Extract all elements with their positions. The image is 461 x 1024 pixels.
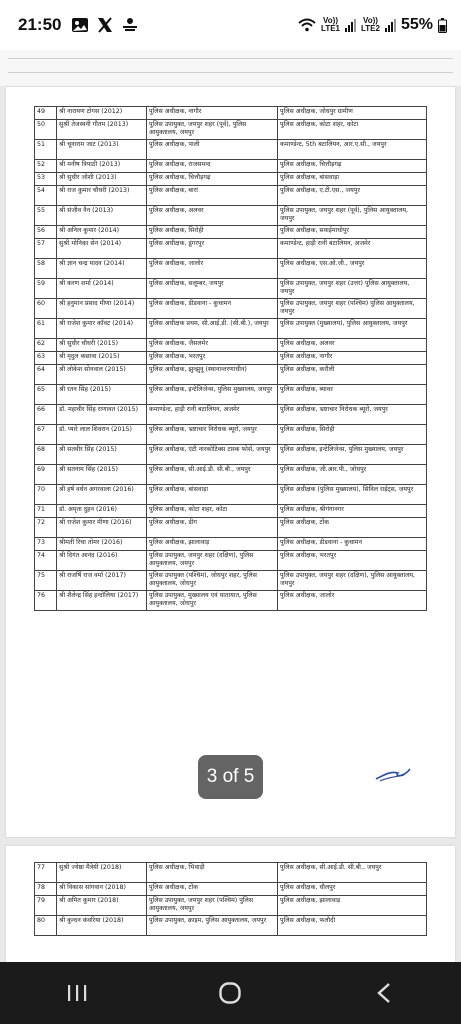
cell-officer-name: श्री राजेश कुमार मीणा (2016)	[57, 518, 147, 538]
cell-officer-name: श्री रतन सिंह (2015)	[57, 385, 147, 405]
table-row	[35, 485, 427, 505]
cell-number: 75	[35, 571, 57, 591]
cell-current-posting: पुलिस अधीक्षक, सिरोही	[147, 226, 278, 239]
cell-current-posting: पुलिस अधीक्षक, अलवर	[147, 206, 278, 226]
cell-officer-name: श्री अमित कुमार (2018)	[57, 896, 147, 916]
cell-officer-name: सुश्री मोनिका सेन (2014)	[57, 239, 147, 259]
table-row	[35, 107, 427, 120]
cell-officer-name: सुश्री ज्येष्ठा मैत्रेयी (2018)	[57, 863, 147, 883]
cell-new-posting: पुलिस अधीक्षक, जी.आर.पी., जोधपुर	[278, 465, 427, 485]
back-icon	[375, 982, 393, 1004]
cell-number: 73	[35, 538, 57, 551]
cell-new-posting: पुलिस अधीक्षक, बांसवाड़ा	[278, 173, 427, 186]
cell-current-posting: पुलिस अधीक्षक, पाली	[147, 140, 278, 160]
cell-officer-name: श्रीमती रिचा तोमर (2016)	[57, 538, 147, 551]
cell-number: 59	[35, 279, 57, 299]
lte1-label: Vo)) LTE1	[321, 16, 340, 33]
cell-officer-name: श्री राजेश कुमार कॉवट (2014)	[57, 319, 147, 339]
cell-officer-name: श्री सतनाम सिंह (2015)	[57, 465, 147, 485]
table-row	[35, 120, 427, 140]
cell-current-posting: पुलिस अधीक्षक, डूंगरपुर	[147, 239, 278, 259]
cell-officer-name: डॉ. प्यारे लाल शिवरान (2015)	[57, 425, 147, 445]
document-page-3[interactable]	[6, 87, 455, 837]
cell-current-posting: पुलिस अधीक्षक, एंटी नारकोटिक्स टास्क फोर्स, जयपुर	[147, 445, 278, 465]
cell-new-posting: पुलिस अधीक्षक, सवाईमाधोपुर	[278, 226, 427, 239]
cell-officer-name: श्री नारायण टोगस (2012)	[57, 107, 147, 120]
cell-new-posting: पुलिस अधीक्षक, फलौदी	[278, 916, 427, 936]
cell-officer-name: श्री सुधीर जोशी (2013)	[57, 173, 147, 186]
cell-officer-name: श्री दिगंत आनंद (2016)	[57, 551, 147, 571]
cell-new-posting: पुलिस अधीक्षक, झालावाड़	[278, 896, 427, 916]
cell-new-posting: कमाण्डेन्ट, 5th बटालियन, आर.ए.सी., जयपुर	[278, 140, 427, 160]
cell-officer-name: श्री सतवीर सिंह (2015)	[57, 445, 147, 465]
cell-officer-name: श्री संजीव नैन (2013)	[57, 206, 147, 226]
signature-mark	[374, 765, 414, 783]
navigation-bar	[0, 962, 461, 1024]
cell-current-posting: पुलिस अधीक्षक, भिवाड़ी	[147, 863, 278, 883]
cell-new-posting: पुलिस उपायुक्त, जयपुर शहर (दक्षिण), पुलिस आयुक्तालय, जयपुर	[278, 571, 427, 591]
cell-current-posting: पुलिस उपायुक्त, जयपुर शहर (पश्चिम) पुलिस आयुक्तालय, जयपुर	[147, 896, 278, 916]
cell-officer-name: श्री राज कुमार चौधरी (2013)	[57, 186, 147, 206]
table-row	[35, 239, 427, 259]
cell-officer-name: डॉ. अमृता दुहन (2016)	[57, 505, 147, 518]
table-row	[35, 226, 427, 239]
cell-current-posting: पुलिस अधीक्षक, कोटा शहर, कोटा	[147, 505, 278, 518]
cell-new-posting: पुलिस अधीक्षक, एस.ओ.जी., जयपुर	[278, 259, 427, 279]
cell-number: 74	[35, 551, 57, 571]
cell-officer-name: सुश्री तेजस्वनी गौतम (2013)	[57, 120, 147, 140]
cell-number: 65	[35, 385, 57, 405]
cell-new-posting: पुलिस अधीक्षक, टोंक	[278, 518, 427, 538]
table-row	[35, 140, 427, 160]
signal-2-icon	[385, 18, 396, 32]
table-row	[35, 405, 427, 425]
cell-new-posting: पुलिस उपायुक्त, जयपुर शहर (पूर्व), पुलिस आयुक्तालय, जयपुर	[278, 206, 427, 226]
table-row	[35, 551, 427, 571]
cell-current-posting: पुलिस अधीक्षक, झालावाड़	[147, 538, 278, 551]
cell-new-posting: पुलिस अधीक्षक, डीडवाना - कुचामन	[278, 538, 427, 551]
signal-1-icon	[345, 18, 356, 32]
cell-number: 70	[35, 485, 57, 505]
cell-new-posting: पुलिस अधीक्षक, भ्रष्टाचार निरोधक ब्यूरो, जयपुर	[278, 405, 427, 425]
cell-officer-name: डॉ. महावीर सिंह राणावत (2015)	[57, 405, 147, 425]
status-right	[298, 16, 447, 34]
cell-number: 66	[35, 405, 57, 425]
status-time: 21:50	[18, 15, 62, 34]
cell-number: 71	[35, 505, 57, 518]
cell-new-posting: पुलिस अधीक्षक, करौली	[278, 365, 427, 385]
cell-number: 60	[35, 299, 57, 319]
cell-current-posting: पुलिस अधीक्षक, सी.आई.डी. सी.बी., जयपुर	[147, 465, 278, 485]
cell-number: 57	[35, 239, 57, 259]
cell-new-posting: पुलिस अधीक्षक, धौलपुर	[278, 883, 427, 896]
page-indicator: 3 of 5	[198, 755, 263, 799]
cell-number: 80	[35, 916, 57, 936]
table-row	[35, 465, 427, 485]
cell-officer-name: श्री विकास सांगवान (2018)	[57, 883, 147, 896]
cell-current-posting: पुलिस अधीक्षक, सलूम्बर, जयपुर	[147, 279, 278, 299]
status-bar	[0, 0, 461, 50]
previous-page-tail	[0, 50, 461, 86]
cell-number: 58	[35, 259, 57, 279]
cell-new-posting: कमाण्डेन्ट, हाड़ी रानी बटालियन, अजमेर	[278, 239, 427, 259]
lte2-label: Vo)) LTE2	[361, 16, 380, 33]
table-row	[35, 518, 427, 538]
cell-officer-name: श्री मृदुल कछावा (2015)	[57, 352, 147, 365]
cell-new-posting: पुलिस अधीक्षक, ब्यावर	[278, 385, 427, 405]
cell-new-posting: पुलिस अधीक्षक, सिरोही	[278, 425, 427, 445]
cell-current-posting: पुलिस उपायुक्त (पश्चिम), जोधपुर शहर, पुलिस आयुक्तालय, जोधपुर	[147, 571, 278, 591]
divider	[8, 58, 453, 59]
cell-number: 79	[35, 896, 57, 916]
cell-officer-name: श्री चूनाराम जाट (2013)	[57, 140, 147, 160]
cell-current-posting: पुलिस अधीक्षक, जैसलमेर	[147, 339, 278, 352]
cell-officer-name: श्री शैलेन्द्र सिंह इन्दोलिया (2017)	[57, 591, 147, 611]
cell-officer-name: श्री लोकेश सोनवाल (2015)	[57, 365, 147, 385]
wifi-icon	[298, 18, 316, 32]
cell-number: 52	[35, 160, 57, 173]
battery-percent: 55%	[400, 16, 433, 33]
table-row	[35, 591, 427, 611]
cell-current-posting: पुलिस उपायुक्त, जयपुर शहर (पूर्व), पुलिस आयुक्तालय, जयपुर	[147, 120, 278, 140]
cell-new-posting: पुलिस अधीक्षक, ए.टी.एस., जयपुर	[278, 186, 427, 206]
cell-new-posting: पुलिस उपायुक्त (मुख्यालय), पुलिस आयुक्तालय, जयपुर	[278, 319, 427, 339]
x-icon	[96, 17, 114, 33]
home-button[interactable]	[200, 973, 260, 1013]
cell-current-posting: पुलिस अधीक्षक, डीडवाना - कुचामन	[147, 299, 278, 319]
cell-officer-name: श्री हर्ष वर्धन अगरवाला (2016)	[57, 485, 147, 505]
table-row	[35, 571, 427, 591]
table-row	[35, 863, 427, 883]
table-row	[35, 538, 427, 551]
cell-current-posting: कमाण्डेन्ट, हाड़ी रानी बटालियन, अजमेर	[147, 405, 278, 425]
cell-new-posting: पुलिस अधीक्षक, इन्टेलिजेन्स, पुलिस मुख्यालय, जयपुर	[278, 445, 427, 465]
cell-new-posting: पुलिस अधीक्षक, जालोर	[278, 591, 427, 611]
recent-apps-icon	[66, 983, 88, 1003]
table-row	[35, 365, 427, 385]
table-row	[35, 883, 427, 896]
cell-current-posting: पुलिस उपायुक्त, क्राइम, पुलिस आयुक्तालय, जयपुर	[147, 916, 278, 936]
cell-new-posting: पुलिस उपायुक्त, जयपुर शहर (उत्तर) पुलिस आयुक्तालय, जयपुर	[278, 279, 427, 299]
cell-current-posting: पुलिस अधीक्षक प्रथम, सी.आई.डी. (सी.बी.), जयपुर	[147, 319, 278, 339]
recent-apps-button[interactable]	[47, 973, 107, 1013]
transfer-table	[34, 862, 427, 936]
cell-current-posting: पुलिस उपायुक्त, मुख्यालय एवं यातायात, पुलिस आयुक्तालय, जोधपुर	[147, 591, 278, 611]
table-row	[35, 385, 427, 405]
cell-current-posting: पुलिस अधीक्षक, टोंक	[147, 883, 278, 896]
table-row	[35, 339, 427, 352]
cell-number: 77	[35, 863, 57, 883]
table-row	[35, 896, 427, 916]
table-row	[35, 173, 427, 186]
table-row	[35, 445, 427, 465]
cell-new-posting: पुलिस अधीक्षक, नागौर	[278, 352, 427, 365]
cell-number: 76	[35, 591, 57, 611]
cell-number: 69	[35, 465, 57, 485]
table-row	[35, 259, 427, 279]
cell-number: 72	[35, 518, 57, 538]
cell-number: 55	[35, 206, 57, 226]
cell-new-posting: पुलिस अधीक्षक, भरतपुर	[278, 551, 427, 571]
cell-officer-name: श्री करण शर्मा (2014)	[57, 279, 147, 299]
notification-icons	[71, 17, 139, 33]
cell-new-posting: पुलिस अधीक्षक, सी.आई.डी. सी.बी., जयपुर	[278, 863, 427, 883]
cell-officer-name: श्री कुन्दन कंवरिया (2018)	[57, 916, 147, 936]
cell-current-posting: पुलिस अधीक्षक, इन्टेलिजेन्स, पुलिस मुख्यालय, जयपुर	[147, 385, 278, 405]
cell-officer-name: श्री राजर्षि राज वर्मा (2017)	[57, 571, 147, 591]
cell-number: 50	[35, 120, 57, 140]
home-icon	[218, 981, 242, 1005]
cell-number: 56	[35, 226, 57, 239]
table-row	[35, 425, 427, 445]
cell-number: 53	[35, 173, 57, 186]
table-row	[35, 186, 427, 206]
gallery-icon	[71, 17, 89, 33]
cell-officer-name: श्री ज्ञान चन्द्र यादव (2014)	[57, 259, 147, 279]
cell-new-posting: पुलिस अधीक्षक, अलवर	[278, 339, 427, 352]
cell-current-posting: पुलिस अधीक्षक, बारां	[147, 186, 278, 206]
table-row	[35, 279, 427, 299]
cell-number: 62	[35, 339, 57, 352]
cell-officer-name: श्री सुधीर चौधरी (2015)	[57, 339, 147, 352]
cell-officer-name: श्री अनिल कुमार (2014)	[57, 226, 147, 239]
cell-current-posting: पुलिस अधीक्षक, राजसमन्द	[147, 160, 278, 173]
cell-current-posting: पुलिस अधीक्षक, बांसवाड़ा	[147, 485, 278, 505]
cell-number: 64	[35, 365, 57, 385]
divider	[8, 72, 453, 73]
cell-current-posting: पुलिस उपायुक्त, जयपुर शहर (दक्षिण), पुलिस आयुक्तालय, जयपुर	[147, 551, 278, 571]
table-row	[35, 505, 427, 518]
cell-new-posting: पुलिस अधीक्षक, जोधपुर ग्रामीण	[278, 107, 427, 120]
transfer-table	[34, 106, 427, 611]
cell-current-posting: पुलिस अधीक्षक, चित्तौड़गढ़	[147, 173, 278, 186]
table-row	[35, 160, 427, 173]
battery-icon	[438, 18, 447, 33]
cell-number: 51	[35, 140, 57, 160]
cell-number: 54	[35, 186, 57, 206]
table-row	[35, 319, 427, 339]
cell-officer-name: श्री हनुमान प्रसाद मीणा (2014)	[57, 299, 147, 319]
cell-number: 78	[35, 883, 57, 896]
cell-number: 68	[35, 445, 57, 465]
news-app-icon	[121, 17, 139, 33]
cell-current-posting: पुलिस अधीक्षक, नागौर	[147, 107, 278, 120]
cell-new-posting: पुलिस अधीक्षक, कोटा शहर, कोटा	[278, 120, 427, 140]
back-button[interactable]	[354, 973, 414, 1013]
cell-officer-name: श्री मनीष त्रिपाठी (2013)	[57, 160, 147, 173]
cell-new-posting: पुलिस अधीक्षक (पुलिस मुख्यालय), सिविल राईट्स, जयपुर	[278, 485, 427, 505]
cell-number: 67	[35, 425, 57, 445]
table-row	[35, 916, 427, 936]
table-row	[35, 206, 427, 226]
cell-number: 63	[35, 352, 57, 365]
cell-current-posting: पुलिस अधीक्षक, भरतपुर	[147, 352, 278, 365]
cell-number: 49	[35, 107, 57, 120]
cell-number: 61	[35, 319, 57, 339]
cell-current-posting: पुलिस अधीक्षक, भ्रष्टाचार निरोधक ब्यूरो, जयपुर	[147, 425, 278, 445]
cell-new-posting: पुलिस अधीक्षक, चित्तौड़गढ़	[278, 160, 427, 173]
cell-current-posting: पुलिस अधीक्षक, डीग	[147, 518, 278, 538]
cell-new-posting: पुलिस अधीक्षक, श्रीगंगानगर	[278, 505, 427, 518]
cell-current-posting: पुलिस अधीक्षक, झुन्झुनू (स्थानान्तरणाधीन)	[147, 365, 278, 385]
table-row	[35, 352, 427, 365]
table-row	[35, 299, 427, 319]
cell-current-posting: पुलिस अधीक्षक, जालोर	[147, 259, 278, 279]
cell-new-posting: पुलिस उपायुक्त, जयपुर शहर (पश्चिम) पुलिस आयुक्तालय, जयपुर	[278, 299, 427, 319]
